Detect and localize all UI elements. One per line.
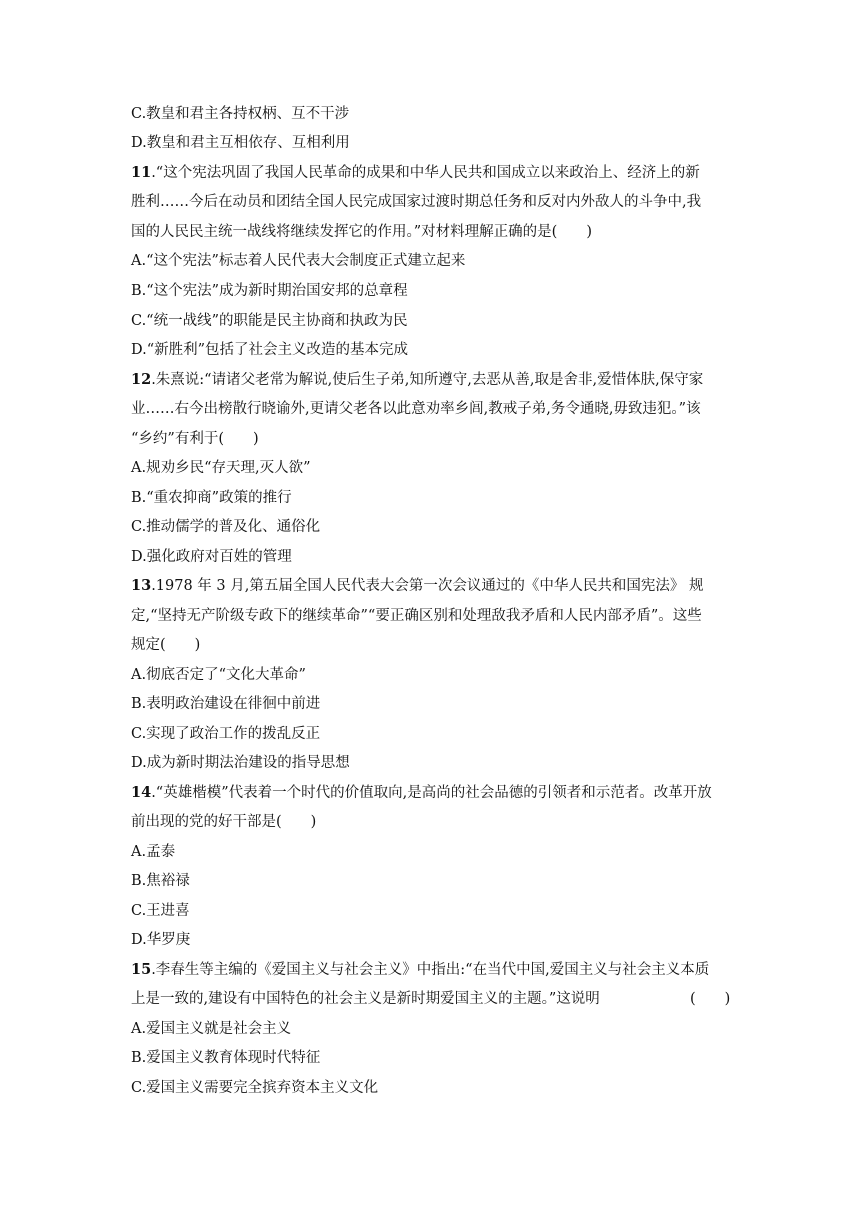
q15-stem-line-1 [131, 960, 709, 980]
q15-answer-paren: ( ) [690, 991, 731, 1007]
q13-option-c: C.实现了政治工作的拨乱反正 [131, 726, 321, 742]
q12-number: 12 [131, 371, 152, 388]
q11-stem-line-2: 胜利……今后在动员和团结全国人民完成国家过渡时期总任务和反对内外敌人的斗争中,我 [131, 194, 702, 210]
q13-number: 13 [131, 577, 152, 594]
q13-stem-line-3: 规定( ) [131, 637, 201, 653]
q14-stem-line-2: 前出现的党的好干部是( ) [131, 814, 317, 830]
q12-stem-line-2: 业……右今出榜散行晓谕外,更请父老各以此意劝率乡闾,教戒子弟,务令通晓,毋致违犯。”该 [131, 401, 701, 417]
q14-option-a: A.孟泰 [131, 844, 176, 860]
q12-stem-text: .朱熹说:“请诸父老常为解说,使后生子弟,知所遵守,去恶从善,取是舍非,爱惜体肤,保守家 [151, 372, 704, 388]
q10-option-c: C.教皇和君主各持权柄、互不干涉 [131, 106, 350, 122]
q11-option-b: B.“这个宪法”成为新时期治国安邦的总章程 [131, 283, 408, 299]
q15-option-a: A.爱国主义就是社会主义 [131, 1021, 292, 1037]
q12-option-d: D.强化政府对百姓的管理 [131, 549, 292, 565]
q13-option-a: A.彻底否定了“文化大革命” [131, 667, 306, 683]
q11-number: 11 [131, 164, 152, 181]
q13-stem-line-2: 定,“坚持无产阶级专政下的继续革命”“要正确区别和处理敌我矛盾和人民内部矛盾”。这些 [131, 608, 702, 624]
q15-stem-text: .李春生等主编的《爱国主义与社会主义》中指出:“在当代中国,爱国主义与社会主义本质 [151, 962, 710, 978]
q12-stem-line-3: “乡约”有利于( ) [131, 431, 259, 447]
q15-stem-line-2: 上是一致的,建设有中国特色的社会主义是新时期爱国主义的主题。”这说明 [131, 991, 600, 1007]
q11-option-c: C.“统一战线”的职能是民主协商和执政为民 [131, 313, 408, 329]
q11-stem-line-1 [131, 163, 700, 183]
q13-stem-text: .1978 年 3 月,第五届全国人民代表大会第一次会议通过的《中华人民共和国宪法》 规 [151, 578, 704, 594]
q11-option-a: A.“这个宪法”标志着人民代表大会制度正式建立起来 [131, 253, 466, 269]
q14-option-b: B.焦裕禄 [131, 873, 190, 889]
q14-stem-line-1 [131, 783, 712, 803]
q13-option-d: D.成为新时期法治建设的指导思想 [131, 755, 350, 771]
q15-number: 15 [131, 961, 152, 978]
q13-stem-line-1 [131, 576, 703, 596]
q10-option-d: D.教皇和君主互相依存、互相利用 [131, 135, 350, 151]
q12-option-c: C.推动儒学的普及化、通俗化 [131, 519, 321, 535]
q14-option-c: C.王进喜 [131, 903, 190, 919]
q14-number: 14 [131, 784, 152, 801]
q14-option-d: D.华罗庚 [131, 932, 191, 948]
q11-stem-text: .“这个宪法巩固了我国人民革命的成果和中华人民共和国成立以来政治上、经济上的新 [151, 165, 700, 181]
q15-option-b: B.爱国主义教育体现时代特征 [131, 1050, 321, 1066]
q13-option-b: B.表明政治建设在徘徊中前进 [131, 696, 321, 712]
q11-stem-line-3: 国的人民民主统一战线将继续发挥它的作用。”对材料理解正确的是( ) [131, 224, 592, 240]
q15-option-c: C.爱国主义需要完全摈弃资本主义文化 [131, 1080, 379, 1096]
q12-option-a: A.规劝乡民“存天理,灭人欲” [131, 460, 311, 476]
q14-stem-text: .“英雄楷模”代表着一个时代的价值取向,是高尚的社会品德的引领者和示范者。改革开放 [151, 785, 712, 801]
q11-option-d: D.“新胜利”包括了社会主义改造的基本完成 [131, 342, 409, 358]
q12-stem-line-1 [131, 370, 703, 390]
q12-option-b: B.“重农抑商”政策的推行 [131, 490, 292, 506]
